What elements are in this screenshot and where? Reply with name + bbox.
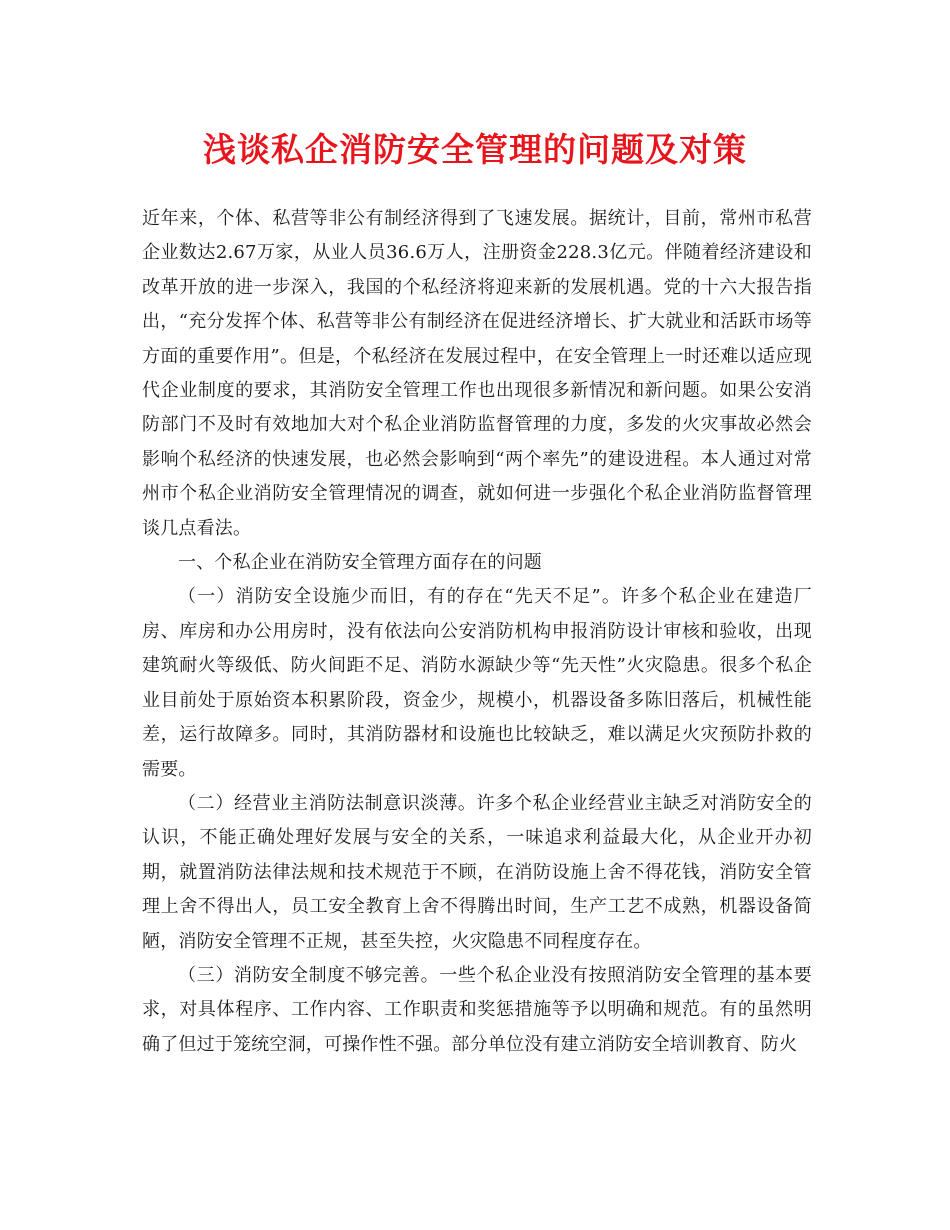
paragraph-item-2: （二）经营业主消防法制意识淡薄。许多个私企业经营业主缺乏对消防安全的认识，不能正确处理好发展与安全的关系，一味追求利益最大化，从企业开办初期，就置消防法律法规和技术规范于不顾，在消防设施上舍不得花钱，消防安全管理上舍不得出人，员工安全教育上舍不得腾出时间，生产工艺不成熟，机器设备简陋，消防安全管理不正规，甚至失控，火灾隐患不同程度存在。 [142, 792, 812, 952]
paragraph-item-1: （一）消防安全设施少而旧，有的存在“先天不足”。许多个私企业在建造厂房、库房和办公用房时，没有依法向公安消防机构申报消防设计审核和验收，出现建筑耐火等级低、防火间距不足、消防水源缺少等“先天性”火灾隐患。很多个私企业目前处于原始资本积累阶段，资金少，规模小，机器设备多陈旧落后，机械性能差，运行故障多。同时，其消防器材和设施也比较缺乏，难以满足火灾预防扑救的需要。 [142, 586, 812, 780]
section-heading: 一、个私企业在消防安全管理方面存在的问题 [178, 552, 542, 574]
paragraph-item-3: （三）消防安全制度不够完善。一些个私企业没有按照消防安全管理的基本要求，对具体程序、工作内容、工作职责和奖惩措施等予以明确和规范。有的虽然明确了但过于笼统空洞，可操作性不强。部分单位没有建立消防安全培训教育、防火 [142, 964, 812, 1055]
paragraph-intro: 近年来，个体、私营等非公有制经济得到了飞速发展。据统计，目前，常州市私营企业数达2.67万家，从业人员36.6万人，注册资金228.3亿元。伴随着经济建设和改革开放的进一步深入，我国的个私经济将迎来新的发展机遇。党的十六大报告指出，“充分发挥个体、私营等非公有制经济在促进经济增长、扩大就业和活跃市场等方面的重要作用”。但是，个私经济在发展过程中，在安全管理上一时还难以适应现代企业制度的要求，其消防安全管理工作也出现很多新情况和新问题。如果公安消防部门不及时有效地加大对个私企业消防监督管理的力度，多发的火灾事故必然会影响个私经济的快速发展，也必然会影响到“两个率先”的建设进程。本人通过对常州市个私企业消防安全管理情况的调查，就如何进一步强化个私企业消防监督管理谈几点看法。 [142, 208, 812, 539]
document-body [142, 202, 812, 1062]
document-title: 浅谈私企消防安全管理的问题及对策 [203, 130, 747, 169]
